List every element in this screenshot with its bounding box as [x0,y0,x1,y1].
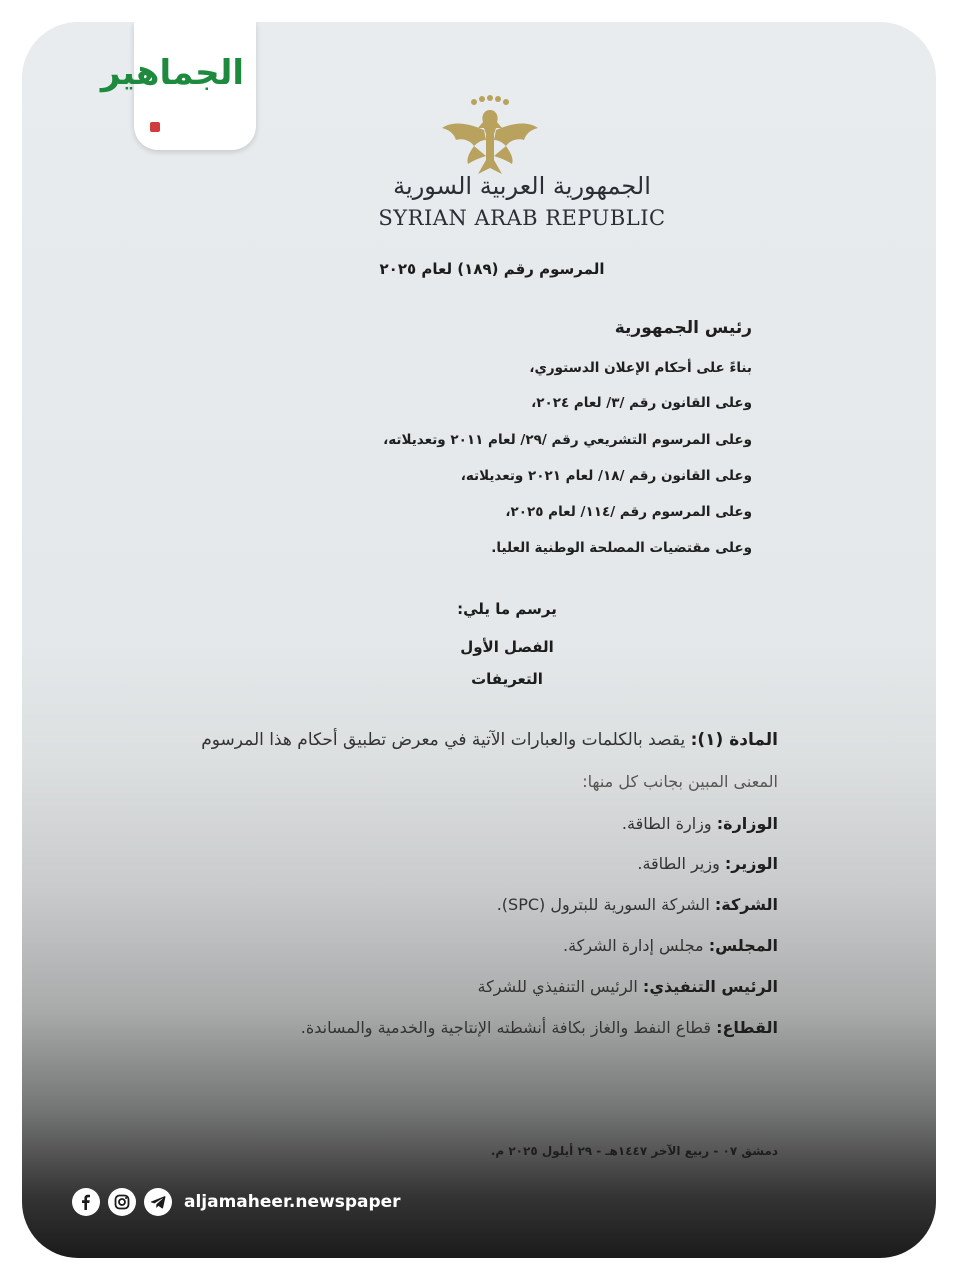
definition-item [637,854,778,873]
definition-meaning: مجلس إدارة الشركة. [563,936,709,955]
preamble-line: وعلى القانون رقم /٣/ لعام ٢٠٢٤، [531,395,752,411]
definition-item [478,977,778,996]
chapter-subtitle: التعريفات [471,670,543,688]
definition-term: الوزير: [724,854,778,873]
preamble-line: وعلى مقتضيات المصلحة الوطنية العليا. [491,540,752,556]
decree-title: المرسوم رقم (١٨٩) لعام ٢٠٢٥ [379,260,605,278]
telegram-icon[interactable] [144,1188,172,1216]
definition-term: المجلس: [708,936,778,955]
logo-accent [150,122,160,132]
article-continuation: المعنى المبين بجانب كل منها: [582,772,778,791]
republic-name-arabic: الجمهورية العربية السورية [393,172,651,200]
logo-text: الجماهير [100,53,244,93]
definition-meaning: الشركة السورية للبترول (SPC). [496,895,715,914]
republic-name-english: SYRIAN ARAB REPUBLIC [378,206,666,230]
definition-item [301,1018,778,1037]
preamble-line: وعلى القانون رقم /١٨/ لعام ٢٠٢١ وتعديلاته، [460,468,752,484]
definition-item [563,936,778,955]
article-1 [201,730,778,750]
date-line: دمشق ٠٧ - ربيع الآخر ١٤٤٧هـ - ٢٩ أيلول ٢٠٢٥ م. [490,1144,778,1158]
preamble-line: بناءً على أحكام الإعلان الدستوري، [529,360,752,376]
chapter-title: الفصل الأول [460,638,554,656]
definition-term: القطاع: [716,1018,778,1037]
decrees-heading: يرسم ما يلي: [457,600,557,618]
preamble-heading: رئيس الجمهورية [614,318,752,338]
document-card [22,22,936,1258]
definition-term: الشركة: [714,895,778,914]
newspaper-logo [100,22,256,150]
preamble-line: وعلى المرسوم رقم /١١٤/ لعام ٢٠٢٥، [505,504,752,520]
preamble-line: وعلى المرسوم التشريعي رقم /٢٩/ لعام ٢٠١١ وتعديلاته، [383,432,752,448]
definition-meaning: وزارة الطاقة. [621,814,717,833]
social-handle[interactable]: aljamaheer.newspaper [184,1192,401,1212]
definition-meaning: الرئيس التنفيذي للشركة [477,977,643,996]
definition-term: الوزارة: [716,814,778,833]
article-label: المادة (١): [690,730,778,750]
article-text: يقصد بالكلمات والعبارات الآتية في معرض تطبيق أحكام هذا المرسوم [201,730,691,750]
facebook-icon[interactable] [72,1188,100,1216]
definition-item [497,895,778,914]
definition-term: الرئيس التنفيذي: [642,977,778,996]
instagram-icon[interactable] [108,1188,136,1216]
social-footer [72,1187,401,1217]
definition-meaning: قطاع النفط والغاز بكافة أنشطته الإنتاجية والخدمية والمساندة. [300,1018,717,1037]
definition-meaning: وزير الطاقة. [637,854,725,873]
definition-item [622,814,778,833]
